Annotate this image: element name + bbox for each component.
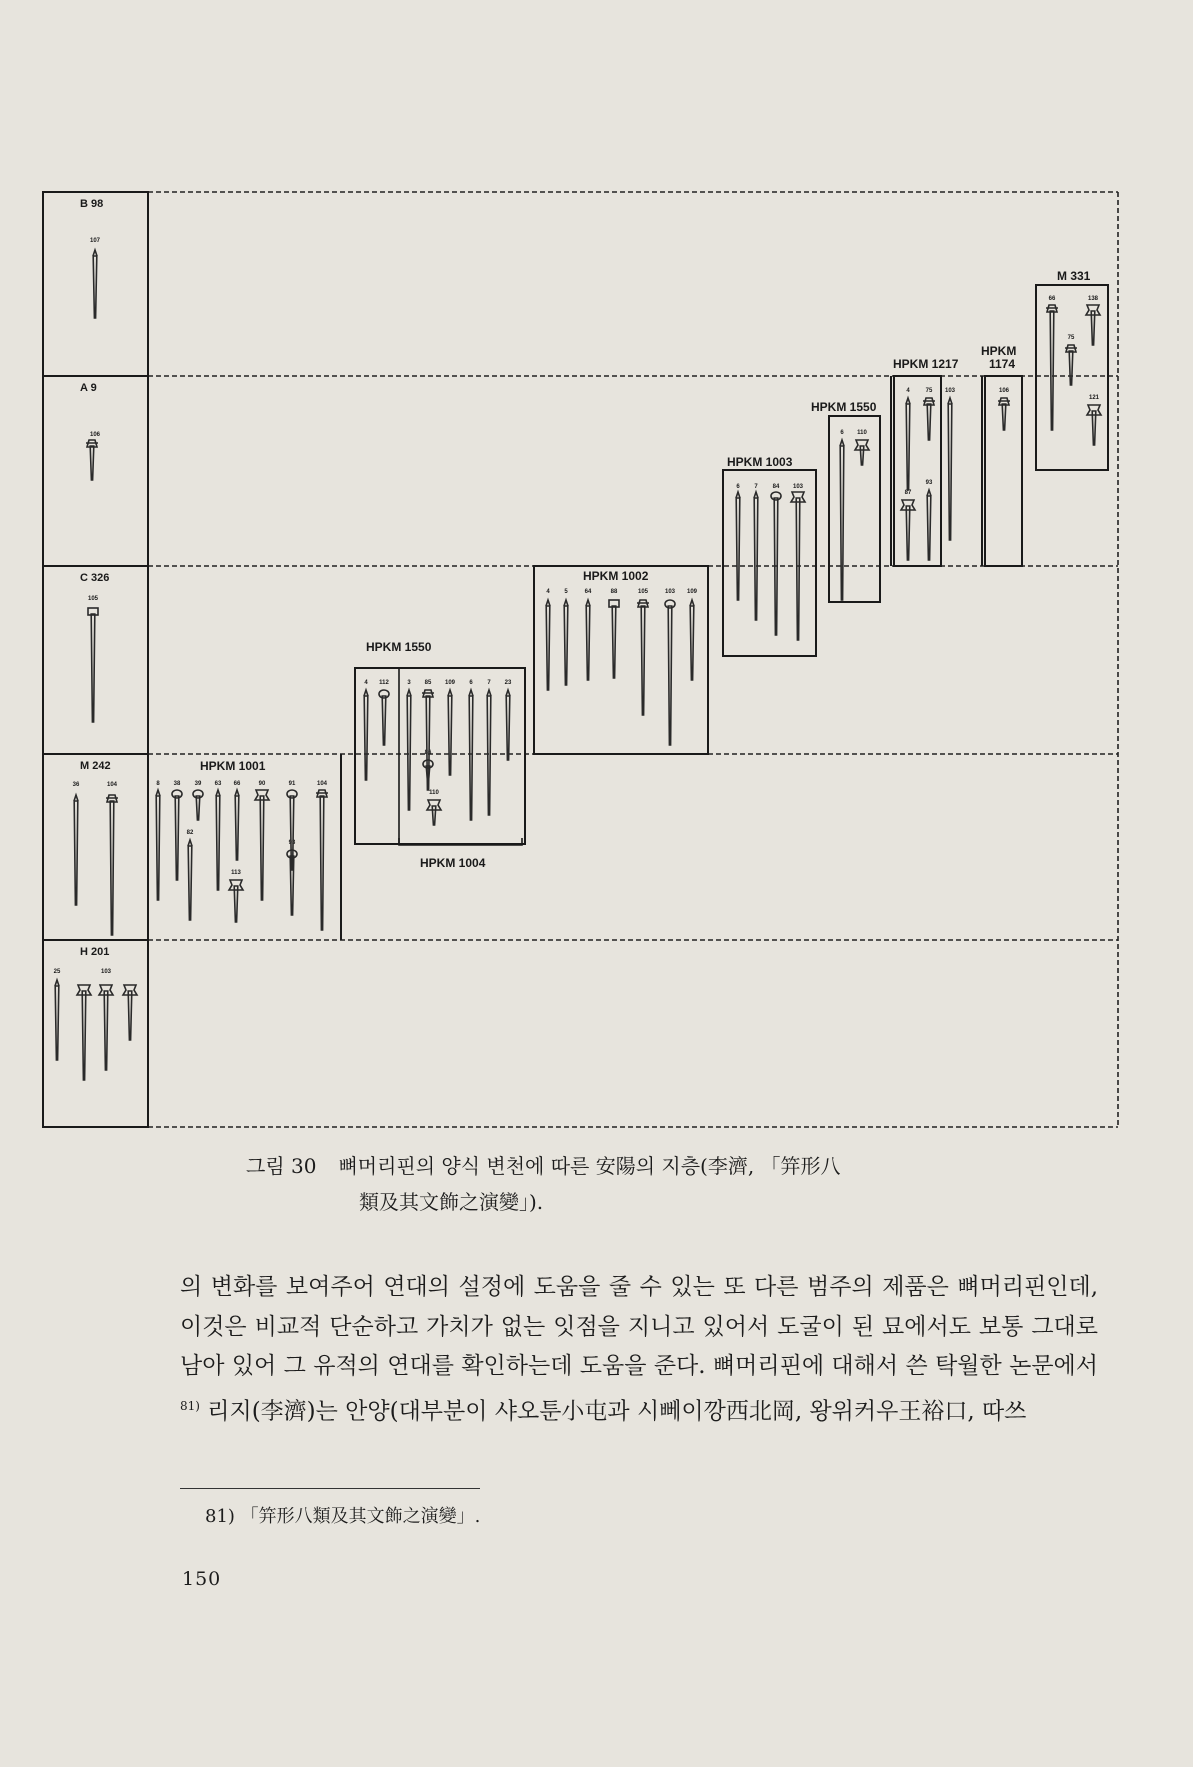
- group-4: [723, 455, 816, 656]
- pin-number: 39: [194, 781, 202, 787]
- hairpin-drawing: [407, 690, 411, 810]
- hairpin-drawing: [927, 490, 931, 560]
- body-text-before-ref: 의 변화를 보여주어 연대의 설정에 도움을 줄 수 있는 또 다른 범주의 제품은 뼈머리핀인데, 이것은 비교적 단순하고 가치가 없는 잇점을 지니고 있어서 도굴이 된 묘에서도 보통 그대로 남아 있어 그 유적의 연대를 확인하는데 도움을 준다. 뼈머리핀에 대해서 쓴 탁월한 논문에서: [180, 1274, 1098, 1379]
- group-8: [1036, 269, 1108, 470]
- pin-number: 110: [429, 790, 439, 796]
- left-cell-label: C 326: [80, 572, 110, 584]
- pin-number: 87: [904, 490, 912, 496]
- pin-number: 104: [106, 782, 118, 788]
- hairpin-drawing: [216, 790, 220, 890]
- body-paragraph: [180, 1268, 1098, 1432]
- pin-number: 36: [72, 782, 80, 788]
- caption-source: 類及其文飾之演變」).: [359, 1190, 544, 1214]
- hairpin-drawing: [235, 790, 239, 860]
- pin-number: 109: [444, 680, 456, 686]
- hairpin-drawing: [690, 600, 694, 680]
- pin-number: 75: [925, 388, 933, 394]
- pin-number: 85: [424, 680, 432, 686]
- hairpin-drawing: [77, 985, 91, 1080]
- hairpin-drawing: [754, 492, 758, 620]
- group-label: HPKM 1550: [811, 400, 877, 414]
- pin-number: 88: [610, 589, 618, 595]
- pin-number: 121: [1088, 395, 1100, 401]
- hairpin-drawing: [99, 985, 113, 1070]
- pin-number: 75: [1067, 335, 1075, 341]
- footnote-text: 「笄形八類及其文飾之演變」.: [240, 1506, 481, 1527]
- footnote-rule: [180, 1488, 480, 1489]
- figure-groups: [156, 269, 1108, 940]
- footnote-number: 81): [205, 1506, 235, 1527]
- hairpin-drawing: [86, 440, 98, 480]
- hairpin-drawing: [637, 600, 649, 715]
- group-label: HPKM 1001: [200, 759, 266, 773]
- hairpin-drawing: [123, 985, 137, 1040]
- hairpin-drawing: [229, 880, 243, 922]
- pin-number: 3: [407, 680, 411, 686]
- hairpin-drawing: [469, 690, 473, 820]
- pin-number: 82: [186, 830, 194, 836]
- group-1: [355, 640, 525, 844]
- hairpin-drawing: [172, 790, 182, 880]
- pin-number: 93: [925, 480, 933, 486]
- footnote-ref-81: 81): [180, 1398, 200, 1413]
- pin-number: 25: [53, 969, 61, 975]
- hairpin-drawing: [736, 492, 740, 600]
- footnote-81: [205, 1502, 480, 1528]
- left-cell-label: M 242: [80, 760, 111, 772]
- hairpin-drawing: [106, 795, 118, 935]
- hairpin-drawing: [422, 690, 434, 790]
- pin-number: 63: [214, 781, 222, 787]
- hairpin-drawing: [255, 790, 269, 900]
- hairpin-drawing: [1065, 345, 1077, 385]
- pin-number: 138: [1087, 296, 1099, 302]
- pin-number: 103: [664, 589, 676, 595]
- hairpin-drawing: [93, 250, 97, 318]
- hairpin-drawing: [586, 600, 590, 680]
- pin-number: 5: [564, 589, 568, 595]
- hairpin-drawing: [427, 800, 441, 825]
- group-label: HPKM: [981, 344, 1017, 358]
- hairpin-drawing: [609, 600, 619, 678]
- left-cell-label: H 201: [80, 946, 110, 958]
- hairpin-drawing: [855, 440, 869, 465]
- group-6: [893, 357, 959, 566]
- pin-number: 4: [546, 589, 550, 595]
- body-text-after-ref: 리지(李濟)는 안양(대부분이 샤오툰小屯과 시뻬이깡西北岡, 왕위커우王裕口, 따쓰: [199, 1398, 1027, 1425]
- pin-number: 105: [637, 589, 649, 595]
- hairpin-drawing: [156, 790, 160, 900]
- pin-number: 8: [156, 781, 160, 787]
- hairpin-drawing: [193, 790, 203, 820]
- group-7: [981, 344, 1022, 566]
- hairpin-drawing: [665, 600, 675, 745]
- group-5: [811, 400, 880, 602]
- hairpin-drawing: [88, 608, 98, 722]
- pin-number: 66: [233, 781, 241, 787]
- hairpin-drawing: [948, 398, 952, 540]
- pin-number: 6: [736, 484, 740, 490]
- pin-number: 84: [772, 484, 780, 490]
- left-cell-label: A 9: [80, 382, 97, 394]
- hairpin-drawing: [906, 398, 910, 490]
- pin-number: 7: [754, 484, 758, 490]
- hairpin-drawing: [448, 690, 452, 775]
- hairpin-drawing: [840, 440, 844, 600]
- hairpin-drawing: [1087, 405, 1101, 445]
- hairpin-drawing: [901, 500, 915, 560]
- group-label: HPKM 1217: [893, 357, 959, 371]
- group-label-line2: 1174: [989, 357, 1016, 371]
- hairpin-drawing: [506, 690, 510, 760]
- pin-number: 7: [487, 680, 491, 686]
- group-label: HPKM 1004: [420, 856, 486, 870]
- hairpin-drawing: [1086, 305, 1100, 345]
- hairpin-drawing: [1046, 305, 1058, 430]
- hairpin-drawing: [316, 790, 328, 930]
- pin-number: 6: [840, 430, 844, 436]
- group-label: HPKM 1003: [727, 455, 793, 469]
- hairpin-drawing: [487, 690, 491, 815]
- figure-left-column: [43, 192, 148, 1127]
- pin-number: 86: [424, 750, 432, 756]
- hairpin-drawing: [55, 980, 59, 1060]
- hairpin-drawing: [379, 690, 389, 745]
- pin-number: 66: [1048, 296, 1056, 302]
- pin-number: 91: [288, 781, 296, 787]
- group-0: [156, 759, 328, 930]
- pin-number: 4: [906, 388, 910, 394]
- group-label: M 331: [1057, 269, 1091, 283]
- hairpin-drawing: [771, 492, 781, 635]
- hairpin-drawing: [923, 398, 935, 440]
- group-2: [420, 856, 486, 870]
- pin-number: 113: [231, 870, 241, 876]
- caption-number: 그림 30: [246, 1154, 317, 1178]
- pin-number: 106: [89, 432, 101, 438]
- pin-number: 104: [316, 781, 328, 787]
- pin-number: 105: [87, 596, 99, 602]
- pin-number: 110: [857, 430, 867, 436]
- pin-number: 103: [792, 484, 804, 490]
- hairpin-drawing: [364, 690, 368, 780]
- pin-number: 106: [998, 388, 1010, 394]
- pin-number: 6: [469, 680, 473, 686]
- pin-number: 109: [686, 589, 698, 595]
- hairpin-drawing: [546, 600, 550, 690]
- group-3: [534, 566, 708, 754]
- pin-number: 4: [364, 680, 368, 686]
- hairpin-drawing: [564, 600, 568, 685]
- hairpin-drawing: [74, 795, 78, 905]
- hairpin-drawing: [188, 840, 192, 920]
- pin-number: 23: [504, 680, 512, 686]
- caption-title: 뼈머리핀의 양식 변천에 따른 安陽의 지층(李濟, 「笄形八: [338, 1154, 841, 1178]
- page-number: 150: [182, 1568, 222, 1590]
- left-cell-label: B 98: [80, 198, 104, 210]
- pin-number: 103: [944, 388, 956, 394]
- group-label: HPKM 1550: [366, 640, 432, 654]
- figure-caption: [246, 1148, 1076, 1220]
- pin-number: 93: [288, 840, 296, 846]
- pin-number: 103: [100, 969, 112, 975]
- pin-number: 107: [89, 238, 101, 244]
- hairpin-drawing: [998, 398, 1010, 430]
- pin-number: 38: [173, 781, 181, 787]
- pin-number: 112: [379, 680, 389, 686]
- figure-grid-lines: [148, 192, 1118, 1127]
- group-label: HPKM 1002: [583, 569, 649, 583]
- pin-number: 64: [584, 589, 592, 595]
- pin-number: 90: [258, 781, 266, 787]
